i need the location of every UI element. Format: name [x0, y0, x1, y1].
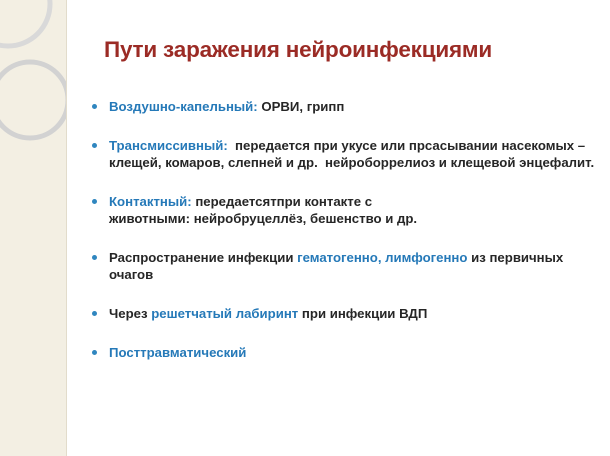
bullet-dot-icon [92, 311, 97, 316]
bullet-text: передаетсятпри контакте с животными: нейробруцеллёз, бешенство и др. [109, 194, 418, 226]
bullet-item-airborne [92, 98, 597, 115]
bullet-item-posttraumatic [92, 344, 597, 361]
bullet-text: ОРВИ, грипп [257, 99, 345, 114]
bullet-dot-icon [92, 199, 97, 204]
bullet-dot-icon [92, 350, 97, 355]
bullet-highlight: Посттравматический [109, 345, 247, 360]
bullet-text: передается при укусе или прсасывании насекомых – клещей, комаров, слепней и др. нейроборрелиоз и клещевой энцефалит. [109, 138, 595, 170]
bullet-text: из первичных очагов [109, 250, 567, 282]
bullet-item-contact [92, 193, 597, 227]
bullet-text-prefix: Распространение инфекции [109, 250, 298, 265]
slide-title: Пути заражения нейроинфекциями [104, 37, 492, 62]
bullet-highlight: гематогенно, лимфогенно [297, 250, 468, 265]
bullet-dot-icon [92, 104, 97, 109]
decorative-circles [0, 0, 66, 200]
bullet-highlight: Контактный: [109, 194, 192, 209]
bullet-item-ethmoid [92, 305, 597, 322]
decorative-circle-middle [0, 62, 66, 138]
bullet-list [92, 98, 597, 361]
bullet-highlight: Трансмиссивный: [109, 138, 228, 153]
bullet-item-transmissive [92, 137, 597, 171]
bullet-text: при инфекции ВДП [298, 306, 428, 321]
bullet-dot-icon [92, 255, 97, 260]
bullet-text-prefix: Через [109, 306, 152, 321]
bullet-highlight: решетчатый лабиринт [151, 306, 299, 321]
bullet-highlight: Воздушно-капельный: [109, 99, 258, 114]
bullet-dot-icon [92, 143, 97, 148]
decorative-circle-top [0, 0, 50, 46]
bullet-item-spread [92, 249, 597, 283]
left-sidebar-panel [0, 0, 67, 456]
